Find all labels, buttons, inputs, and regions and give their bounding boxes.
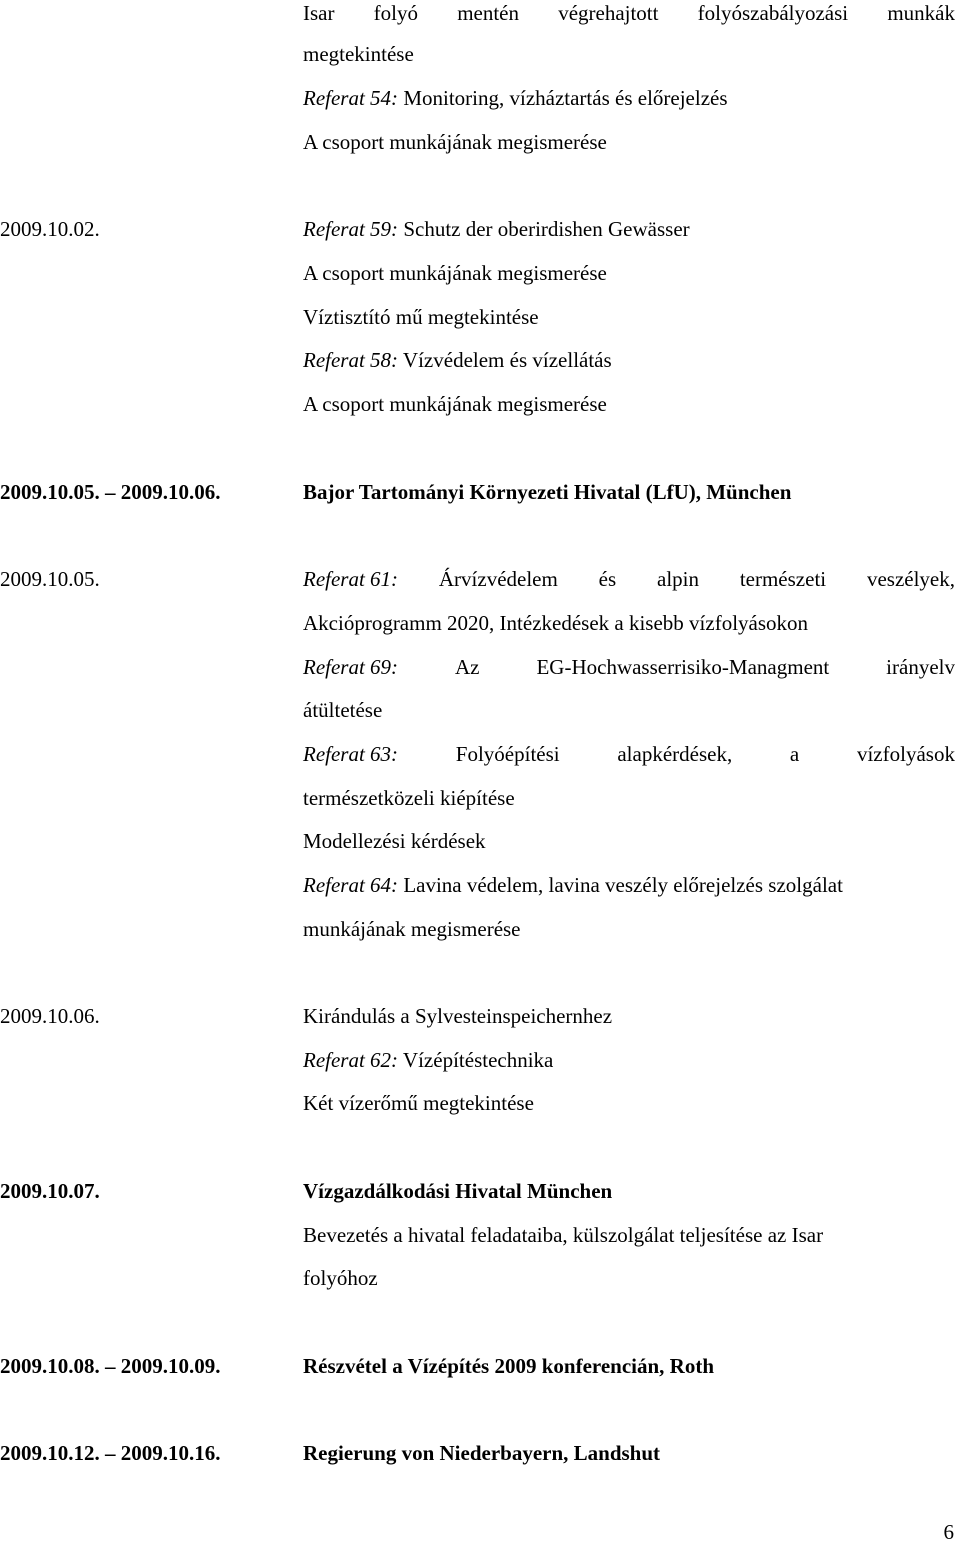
group-work-line: A csoport munkájának megismerése: [303, 130, 607, 154]
referat-label: Referat 58:: [303, 348, 399, 372]
word: Folyóépítési: [455, 742, 560, 766]
referat-label: Referat 54:: [303, 86, 399, 110]
action-programme-line: Akcióprogramm 2020, Intézkedések a kisebb vízfolyásokon: [303, 611, 809, 635]
referat-text: Vízépítéstechnika: [398, 1048, 554, 1072]
page-number: 6: [943, 1520, 954, 1544]
section-title-regierung: Regierung von Niederbayern, Landshut: [303, 1441, 661, 1465]
date-2009-10-07: 2009.10.07.: [0, 1179, 100, 1203]
section-title-conference: Részvétel a Vízépítés 2009 konferencián, Roth: [303, 1354, 714, 1378]
referat-58-line: [303, 347, 612, 373]
section-title-lfu: Bajor Tartományi Környezeti Hivatal (LfU), München: [303, 480, 792, 504]
section-title-wwa: Vízgazdálkodási Hivatal München: [303, 1179, 613, 1203]
referat-text: Monitoring, vízháztartás és előrejelzés: [398, 86, 728, 110]
referat-54-line: [303, 85, 728, 111]
referat-59-line: [303, 216, 690, 242]
referat-text: Vízvédelem és vízellátás: [398, 348, 612, 372]
word: mentén: [457, 1, 519, 25]
power-plants-line: Két vízerőmű megtekintése: [303, 1091, 534, 1115]
word: és: [598, 567, 617, 591]
group-work-line: A csoport munkájának megismerése: [303, 261, 607, 285]
date-2009-10-06: 2009.10.06.: [0, 1004, 100, 1028]
word: Árvízvédelem: [438, 567, 558, 591]
nature-close-line: természetközeli kiépítése: [303, 786, 515, 810]
referat-label: Referat 64:: [303, 873, 399, 897]
intro-tasks-line: Bevezetés a hivatal feladataiba, külszolgálat teljesítése az Isar: [303, 1223, 824, 1247]
word: EG-Hochwasserrisiko-Managment: [536, 655, 830, 679]
group-work-line: A csoport munkájának megismerése: [303, 392, 607, 416]
water-plant-visit-line: Víztisztító mű megtekintése: [303, 305, 539, 329]
word: alpin: [657, 567, 699, 591]
referat-label: Referat 61:: [303, 567, 399, 591]
word: folyószabályozási: [697, 1, 849, 25]
modelling-line: Modellezési kérdések: [303, 829, 486, 853]
referat-label: Referat 69:: [303, 655, 399, 679]
river-line: folyóhoz: [303, 1266, 378, 1290]
referat-63-line: [303, 741, 955, 767]
referat-label: Referat 63:: [303, 742, 399, 766]
date-range-2009-10-08: 2009.10.08. – 2009.10.09.: [0, 1354, 221, 1378]
implementation-line: átültetése: [303, 698, 383, 722]
referat-label: Referat 62:: [303, 1048, 399, 1072]
referat-64-line: [303, 872, 843, 898]
referat-69-line: [303, 654, 955, 680]
word: végrehajtott: [558, 1, 659, 25]
referat-text: Schutz der oberirdishen Gewässer: [398, 217, 690, 241]
referat-61-line: [303, 566, 955, 592]
word: a: [789, 742, 800, 766]
date-range-2009-10-12: 2009.10.12. – 2009.10.16.: [0, 1441, 221, 1465]
word: irányelv: [886, 655, 955, 679]
referat-text: Lavina védelem, lavina veszély előrejelzés szolgálat: [398, 873, 843, 897]
referat-62-line: [303, 1047, 553, 1073]
word: Isar: [303, 1, 335, 25]
word: Az: [455, 655, 480, 679]
date-2009-10-05: 2009.10.05.: [0, 567, 100, 591]
date-2009-10-02: 2009.10.02.: [0, 217, 100, 241]
word: munkák: [887, 1, 955, 25]
referat-label: Referat 59:: [303, 217, 399, 241]
word: alapkérdések,: [617, 742, 733, 766]
word: veszélyek,: [866, 567, 955, 591]
word: folyó: [373, 1, 418, 25]
excursion-line: Kirándulás a Sylvesteinspeichernhez: [303, 1004, 613, 1028]
word: vízfolyások: [856, 742, 955, 766]
isar-line-2: megtekintése: [303, 42, 414, 66]
work-familiarisation-line: munkájának megismerése: [303, 917, 521, 941]
isar-line-1: [303, 0, 955, 26]
date-range-2009-10-05: 2009.10.05. – 2009.10.06.: [0, 480, 221, 504]
word: természeti: [739, 567, 827, 591]
